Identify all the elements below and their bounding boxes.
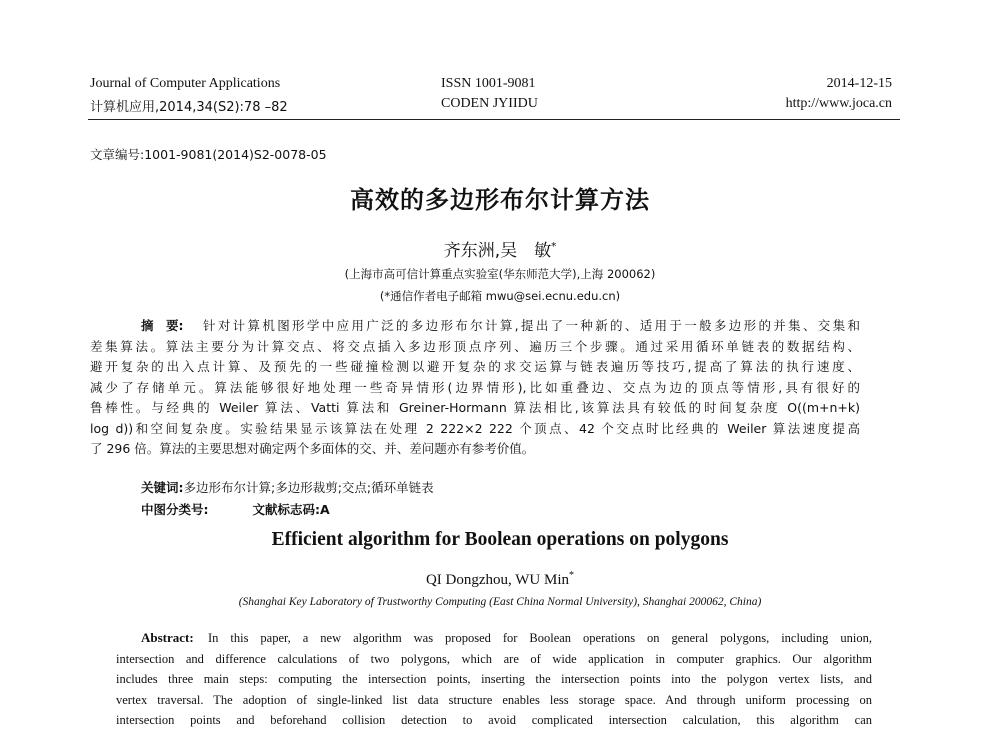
paper-title-en: Efficient algorithm for Boolean operations on polygons	[271, 529, 729, 550]
journal-name-en: Journal of Computer Applications	[90, 76, 281, 91]
abstract-cn-line: 避开复杂的出入点计算、及预先的一些碰撞检测以避开复杂的求交运算与链表遍历等技巧,提高了算法的执行速度、	[90, 359, 860, 374]
journal-citation-cn: 计算机应用,2014,34(S2):78 –82	[90, 100, 288, 115]
corresponding-mark-en: *	[569, 570, 575, 581]
abstract-cn-label: 摘 要:	[141, 318, 184, 333]
publication-date: 2014-12-15	[826, 76, 892, 91]
abstract-cn-line: 鲁棒性。与经典的 Weiler 算法、Vatti 算法和 Greiner-Hormann 算法相比,该算法具有较低的时间复杂度 O((m+n+k)	[90, 400, 860, 415]
abstract-en	[116, 628, 872, 731]
authors-en-names: QI Dongzhou, WU Min	[425, 572, 570, 588]
abstract-en-line: intersection points and beforehand collision detection to avoid complicated intersection calculation, this algorithm can	[116, 713, 872, 727]
abstract-en-line: includes three main steps: computing the intersection points, inserting the intersection points into the polygon vertex lists, and	[116, 672, 872, 686]
abstract-cn-line: 了 296 倍。算法的主要思想对确定两个多面体的交、并、差问题亦有参考价值。	[90, 441, 535, 456]
classification	[141, 500, 330, 518]
abstract-en-line: vertex traversal. The adoption of single-linked list data structure enables less storage space. And through uniform processing on	[116, 692, 872, 707]
abstract-cn-line: log d))和空间复杂度。实验结果显示该算法在处理 2 222×2 222 个顶点、42 个交点时比经典的 Weiler 算法速度提高	[90, 420, 860, 436]
article-number: 文章编号:1001-9081(2014)S2-0078-05	[90, 147, 327, 162]
doc-code-value: A	[319, 502, 330, 517]
coden: CODEN JYIIDU	[441, 96, 538, 111]
corresponding-mark: *	[551, 241, 557, 253]
abstract-cn	[90, 316, 860, 460]
abstract-en-label: Abstract:	[141, 630, 194, 645]
abstract-en-line: intersection and difference calculations of two polygons, which are of wide application in computer graphics. Our algorithm	[116, 651, 872, 666]
issn: ISSN 1001-9081	[441, 76, 536, 91]
keywords-label: 关键词:	[141, 480, 184, 495]
abstract-cn-line: 减少了存储单元。算法能够很好地处理一些奇异情形(边界情形),比如重叠边、交点为边的顶点等情形,具有很好的	[90, 379, 860, 395]
authors-cn	[0, 236, 1000, 261]
authors-cn-names: 齐东洲,吴 敏	[443, 241, 552, 261]
contact-cn: (*通信作者电子邮箱 mwu@sei.ecnu.edu.cn)	[379, 289, 621, 303]
authors-en	[0, 570, 1000, 589]
affiliation-cn: (上海市高可信计算重点实验室(华东师范大学),上海 200062)	[344, 267, 656, 281]
doc-code-label: 文献标志码:	[252, 502, 320, 517]
clc-label: 中图分类号:	[141, 502, 209, 517]
abstract-cn-line: 差集算法。算法主要分为计算交点、将交点插入多边形顶点序列、遍历三个步骤。通过采用循环单链表的数据结构、	[90, 338, 860, 354]
header-rule	[88, 119, 900, 120]
journal-url[interactable]: http://www.joca.cn	[785, 96, 892, 111]
affiliation-en: (Shanghai Key Laboratory of Trustworthy Computing (East China Normal University), Shanghai 200062, China)	[238, 596, 762, 608]
keywords	[141, 478, 434, 496]
abstract-en-line: In this paper, a new algorithm was proposed for Boolean operations on general polygons, including union,	[208, 631, 872, 645]
abstract-cn-line: 针对计算机图形学中应用广泛的多边形布尔计算,提出了一种新的、适用于一般多边形的并集、交集和	[203, 318, 860, 333]
keywords-text: 多边形布尔计算;多边形裁剪;交点;循环单链表	[183, 480, 434, 495]
paper-title-cn: 高效的多边形布尔计算方法	[350, 186, 650, 214]
